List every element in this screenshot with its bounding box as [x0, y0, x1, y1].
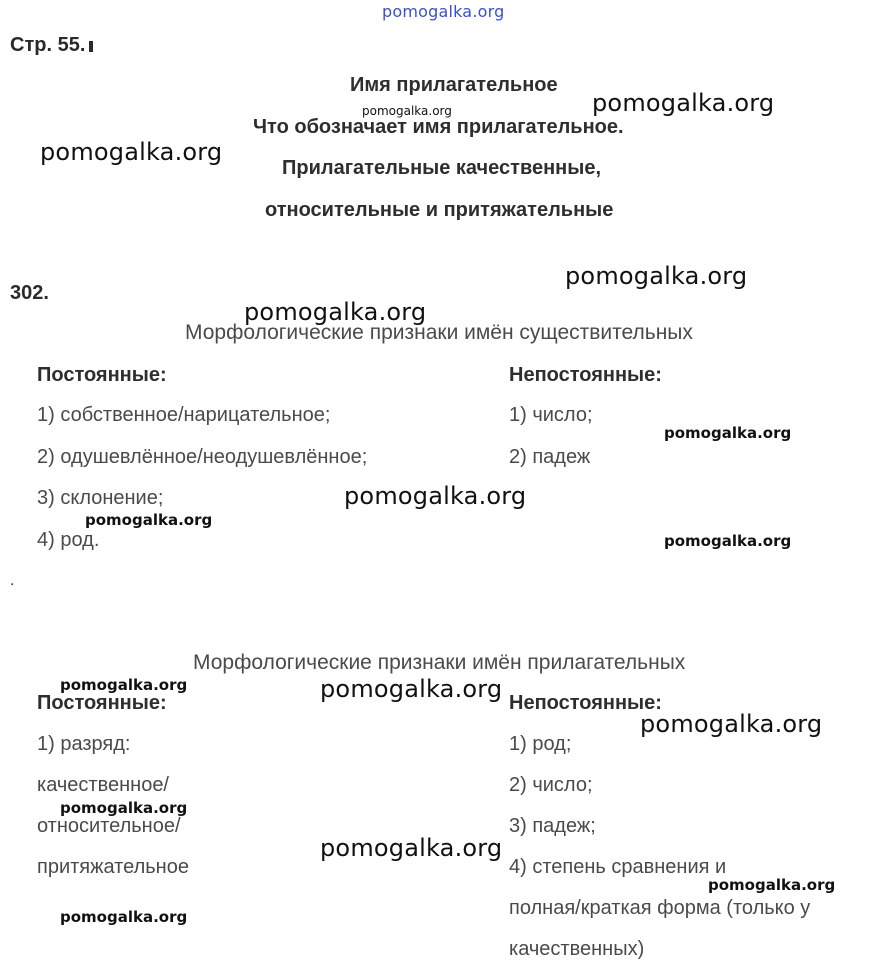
adjectives-variable-item: качественных) [509, 938, 645, 960]
page-reference [10, 34, 93, 57]
nouns-constant-item: 3) склонение; [37, 487, 164, 509]
page-reference-label: Стр. 55. [10, 34, 86, 56]
adjectives-table-title: Морфологические признаки имён прилагательных [193, 651, 686, 674]
watermark: pomogalka.org [664, 532, 792, 550]
watermark: pomogalka.org [244, 298, 427, 326]
watermark: pomogalka.org [565, 262, 748, 290]
watermark: pomogalka.org [664, 424, 792, 442]
adjectives-variable-item: 2) число; [509, 774, 593, 796]
watermark: pomogalka.org [320, 675, 503, 703]
watermark: pomogalka.org [60, 908, 188, 926]
exercise-number: 302. [10, 282, 49, 304]
watermark: pomogalka.org [592, 89, 775, 117]
topic-title: Имя прилагательное [350, 74, 558, 96]
watermark: pomogalka.org [640, 710, 823, 738]
adjectives-variable-item: 1) род; [509, 733, 572, 755]
topic-subtitle-2: Прилагательные качественные, [282, 157, 602, 179]
watermark: pomogalka.org [60, 676, 188, 694]
watermark: pomogalka.org [85, 511, 213, 529]
site-watermark-top: pomogalka.org [382, 2, 505, 21]
watermark: pomogalka.org [708, 876, 836, 894]
watermark: pomogalka.org [40, 138, 223, 166]
separator-dot: . [10, 572, 15, 589]
nouns-constant-heading: Постоянные: [37, 364, 167, 386]
adjectives-constant-item: 1) разряд: [37, 733, 131, 755]
adjectives-constant-item: качественное/ [37, 774, 169, 796]
nouns-constant-item: 1) собственное/нарицательное; [37, 404, 331, 426]
watermark: pomogalka.org [362, 104, 452, 118]
adjectives-constant-item: притяжательное [37, 856, 189, 878]
adjectives-constant-item: относительное/ [37, 815, 181, 837]
watermark: pomogalka.org [320, 834, 503, 862]
adjectives-variable-heading: Непостоянные: [509, 692, 662, 714]
adjectives-variable-item: 3) падеж; [509, 815, 596, 837]
watermark: pomogalka.org [344, 482, 527, 510]
nouns-table-title: Морфологические признаки имён существительных [185, 321, 693, 344]
nouns-variable-heading: Непостоянные: [509, 364, 662, 386]
adjectives-variable-item: полная/краткая форма (только у [509, 897, 811, 919]
nouns-variable-item: 1) число; [509, 404, 593, 426]
nouns-constant-item: 2) одушевлённое/неодушевлённое; [37, 446, 368, 468]
topic-subtitle-3: относительные и притяжательные [265, 199, 614, 221]
adjectives-constant-heading: Постоянные: [37, 692, 167, 714]
adjectives-variable-item: 4) степень сравнения и [509, 856, 727, 878]
nouns-variable-item: 2) падеж [509, 446, 591, 468]
topic-subtitle-1: Что обозначает имя прилагательное. [253, 116, 624, 138]
page-reference-mark [89, 41, 93, 52]
nouns-constant-item: 4) род. [37, 529, 100, 551]
watermark: pomogalka.org [60, 799, 188, 817]
